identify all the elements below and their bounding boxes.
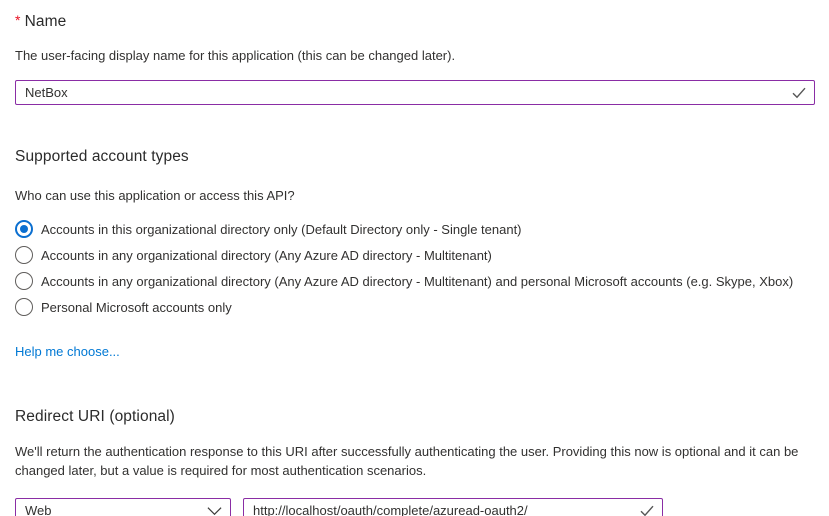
radio-button-icon[interactable] <box>15 246 33 264</box>
name-input-container <box>15 80 815 105</box>
account-types-radio-group <box>15 216 815 320</box>
radio-button-icon[interactable] <box>15 272 33 290</box>
radio-option-label: Accounts in this organizational directory only (Default Directory only - Single tenant) <box>41 221 522 237</box>
radio-button-icon[interactable] <box>15 298 33 316</box>
redirect-uri-controls <box>15 498 815 516</box>
platform-select-value: Web <box>25 503 52 516</box>
redirect-uri-input[interactable] <box>243 498 663 516</box>
supported-account-types-title: Supported account types <box>15 148 189 165</box>
platform-select[interactable] <box>15 498 231 516</box>
radio-option-multitenant[interactable] <box>15 242 815 268</box>
account-types-question: Who can use this application or access this API? <box>15 188 295 203</box>
redirect-uri-description: We'll return the authentication response to this URI after successfully authenticating the user. Providing this now is optional and it can be changed later, but a value is required for most authentication scenarios. <box>15 444 799 478</box>
radio-option-multitenant-personal[interactable] <box>15 268 815 294</box>
radio-option-single-tenant[interactable] <box>15 216 815 242</box>
name-section-title <box>15 12 815 31</box>
name-title-label: Name <box>24 13 67 30</box>
platform-select-container <box>15 498 231 516</box>
help-me-choose-link[interactable]: Help me choose... <box>15 344 120 359</box>
radio-option-personal-only[interactable] <box>15 294 815 320</box>
radio-option-label: Accounts in any organizational directory (Any Azure AD directory - Multitenant) <box>41 247 492 263</box>
name-description: The user-facing display name for this application (this can be changed later). <box>15 48 456 63</box>
radio-option-label: Personal Microsoft accounts only <box>41 299 232 315</box>
radio-option-label: Accounts in any organizational directory (Any Azure AD directory - Multitenant) and personal Microsoft accounts (e.g. Skype, Xbox) <box>41 273 794 289</box>
radio-button-icon[interactable] <box>15 220 33 238</box>
redirect-uri-title: Redirect URI (optional) <box>15 408 175 425</box>
redirect-uri-input-container <box>243 498 663 516</box>
required-asterisk: * <box>15 12 21 28</box>
name-input[interactable] <box>15 80 815 105</box>
